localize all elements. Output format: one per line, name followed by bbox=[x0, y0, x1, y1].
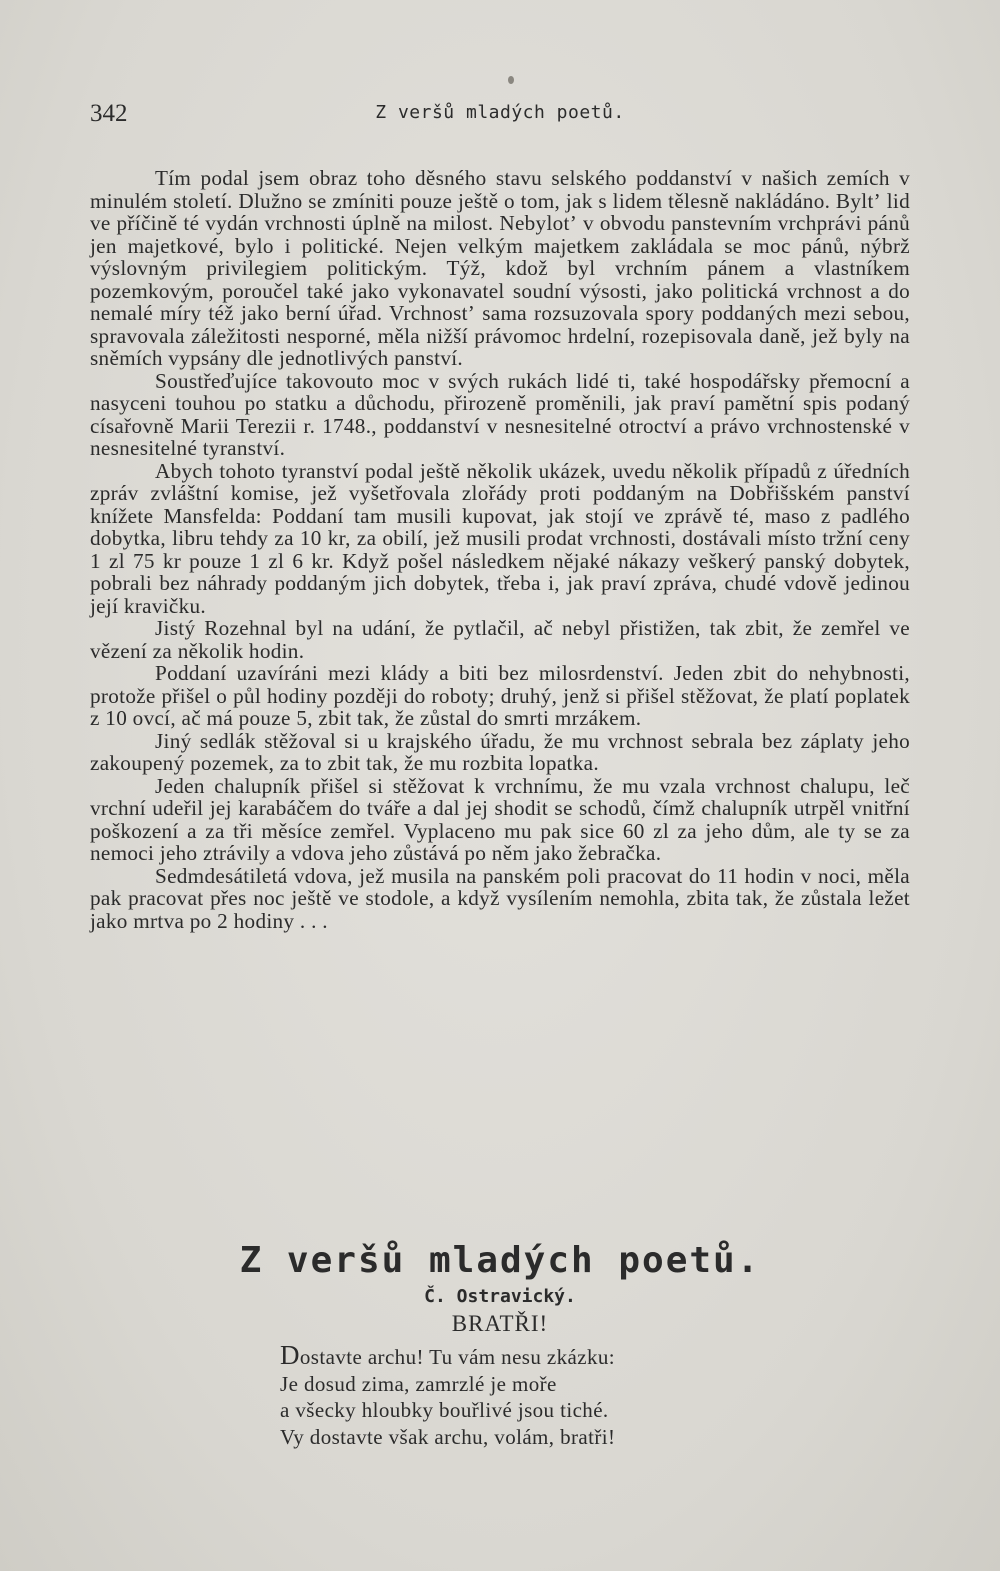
paragraph: Tím podal jsem obraz toho děsného stavu selského poddanství v našich zemích v minulém století. Dlužno se zmíniti pouze ještě o tom, jak s lidem tělesně nakládáno. Byltʼ lid ve příčině té vydán vrchnosti úplně na milost. Nebylotʼ v obvodu panstevním vrchprávi pánů jen majetkové, bylo i politické. Nejen velkým majetkem zakládala se moc pánů, nýbrž výslovným privilegiem politickým. Týž, kdož byl vrchním pánem a vlastníkem pozemkovým, poroučel také jako vykonavatel soudní výsosti, jako politická vrchnost a do nemalé míry též jako berní úřad. Vrchnostʼ sama rozsuzovala spory poddaných mezi sebou, spravovala záležitosti nesporné, měla nižší právomoc hrdelní, rozepisovala daně, jež byly na sněmích vypsány dle jednotlivých panství. bbox=[90, 166, 910, 370]
poem bbox=[280, 1342, 840, 1450]
paragraph: Abych tohoto tyranství podal ještě několik ukázek, uvedu několik případů z úředních zpráv zvláštní komise, jež vyšetřovala zlořády proti poddaným na Dobřišském panství knížete Mansfelda: Poddaní tam musili kupovat, jak stojí ve zprávě té, maso z padlého dobytka, libru tehdy za 10 kr, za obilí, jež musili prodat vrchnosti, dostávali místo tržní ceny 1 zl 75 kr pouze 1 zl 6 kr. Když pošel následkem nějaké nákazy veškerý panský dobytek, pobrali bez náhrady poddaným jich dobytek, třeba i, jak praví zpráva, chudé vdově jedinou její kravičku. bbox=[90, 458, 910, 618]
paragraph: Soustřeďujíce takovouto moc v svých rukách lidé ti, také hospodářsky přemocní a nasyceni touhou po statku a důchodu, přirozeně proměnili, jak praví pamětní spis podaný císařovně Marii Terezii r. 1748., poddanství v nesnesitelné otroctví a právo vrchnostenské v nesnesitelné tyranství. bbox=[90, 368, 910, 460]
poem-title: BRATŘI! bbox=[451, 1311, 549, 1336]
ink-speck bbox=[508, 76, 514, 84]
poem-line: Vy dostavte však archu, volám, bratři! bbox=[280, 1424, 616, 1449]
paragraph: Sedmdesátiletá vdova, jež musila na panském poli pracovat do 11 hodin v noci, měla pak pracovat přes noc ještě ve stodole, a když vysílením nemohla, zbita tak, že zůstala ležet jako mrtva po 2 hodiny . . . bbox=[90, 863, 910, 933]
paragraph: Jistý Rozehnal byl na udání, že pytlačil, ač nebyl přistižen, tak zbit, že zemřel ve vězení za několik hodin. bbox=[90, 616, 910, 663]
poet-name: Č. Ostravický. bbox=[424, 1286, 576, 1307]
section-title: Z veršů mladých poetů. bbox=[239, 1240, 761, 1281]
running-title: Z veršů mladých poetů. bbox=[375, 102, 625, 123]
page-number: 342 bbox=[90, 100, 128, 127]
paragraph: Jiný sedlák stěžoval si u krajského úřadu, že mu vrchnost sebrala bez záplaty jeho zakoupený pozemek, za to zbit tak, že mu rozbita lopatka. bbox=[90, 728, 910, 775]
poem-line: Dostavte archu! Tu vám nesu zkázku: bbox=[280, 1340, 616, 1370]
paragraph: Jeden chalupník přišel si stěžovat k vrchnímu, že mu vzala vrchnost chalupu, leč vrchní udeřil jej karabáčem do tváře a dal jej shodit se schodů, čímž chalupník utrpěl vnitřní poškození a za tři měsíce zemřel. Vyplaceno mu pak sice 60 zl za jeho dům, ale ty se za nemoci jeho ztrávily a vdova jeho zůstává po něm jako žebračka. bbox=[90, 773, 910, 865]
body-text bbox=[90, 167, 910, 932]
poem-line: a všecky hloubky bouřlivé jsou tiché. bbox=[280, 1398, 609, 1422]
paragraph: Poddaní uzavíráni mezi klády a biti bez milosrdenství. Jeden zbit do nehybnosti, protože přišel o půl hodiny později do roboty; druhý, jenž si přišel stěžovat, že platí poplatek z 10 ovcí, ač má pouze 5, zbit tak, že zůstal do smrti mrzákem. bbox=[90, 661, 910, 730]
running-head bbox=[90, 100, 910, 134]
poem-line: Je dosud zima, zamrzlé je moře bbox=[280, 1371, 557, 1396]
